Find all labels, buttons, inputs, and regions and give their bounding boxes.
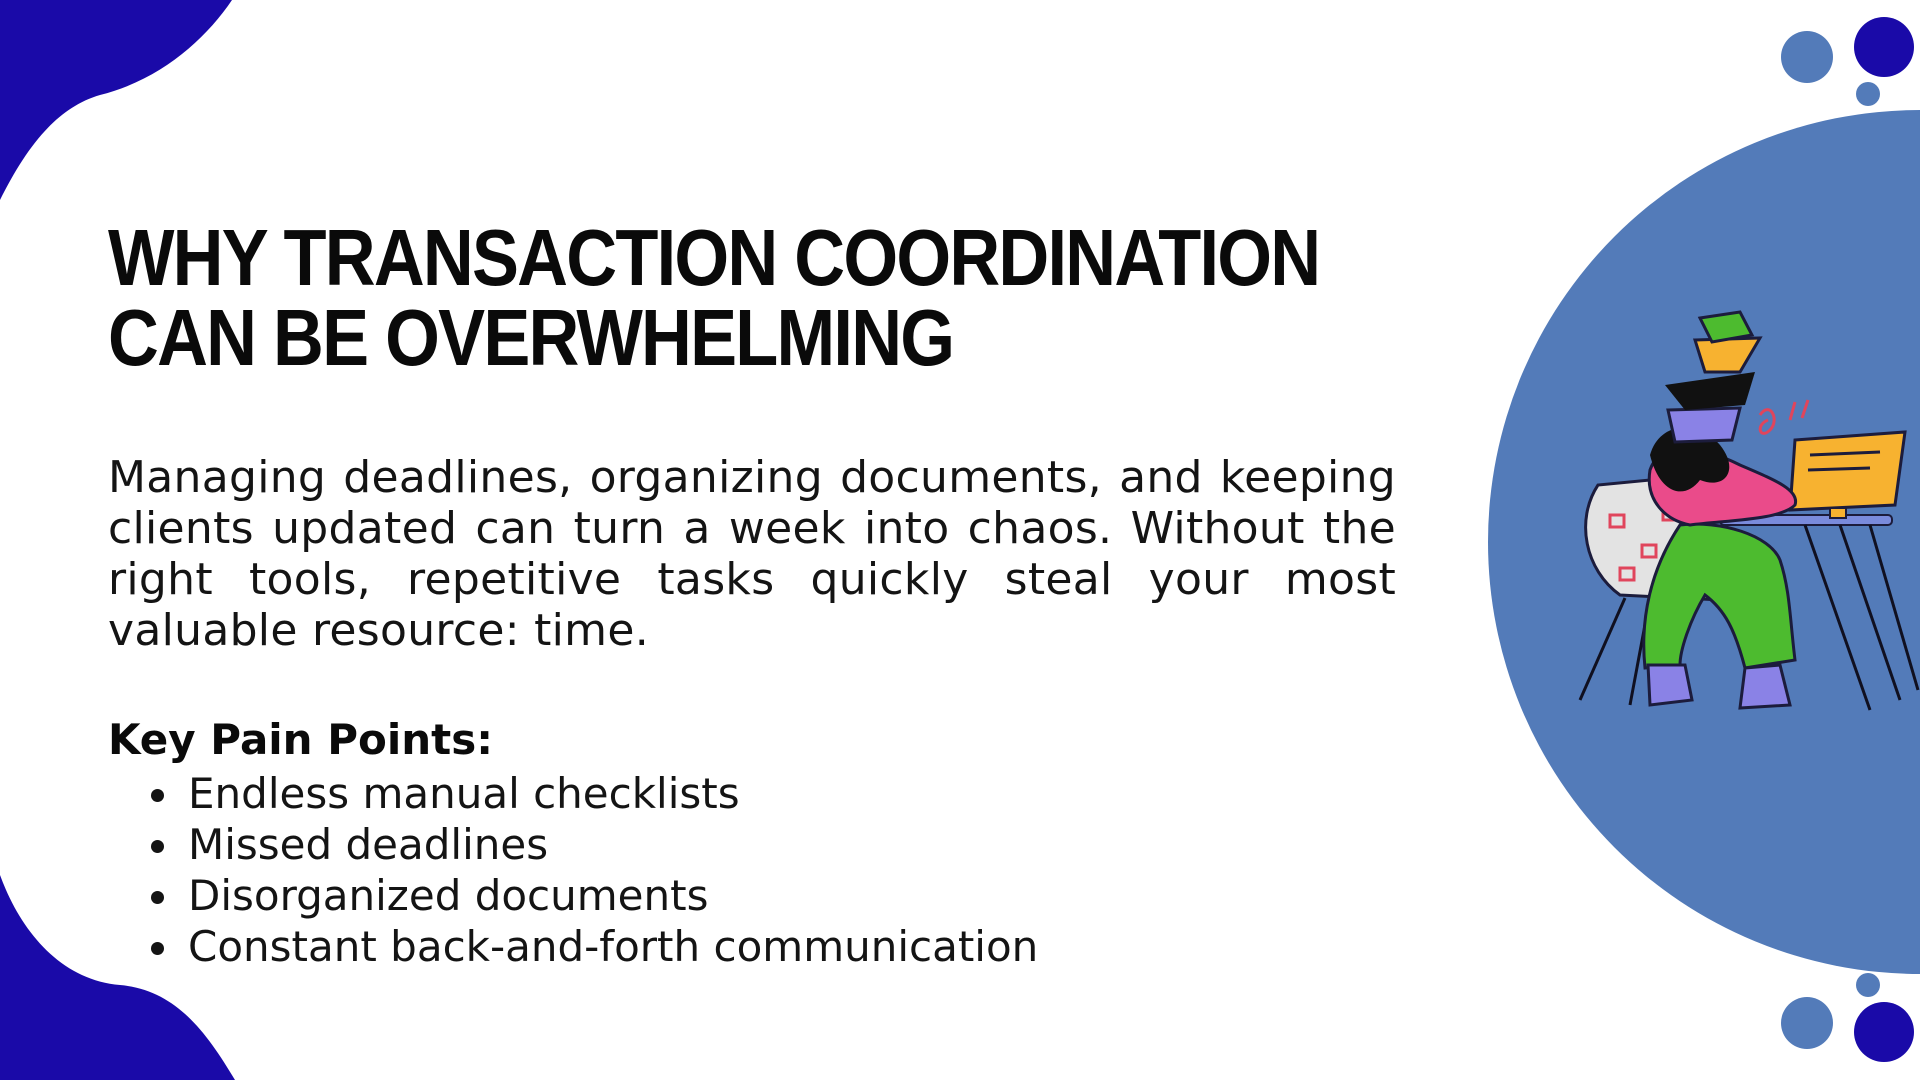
pain-points-list (108, 768, 1038, 972)
intro-paragraph: Managing deadlines, organizing documents, and keeping clients updated can turn a week into chaos. Without the right tools, repetitive tasks quickly steal your most valuable resource: time. (108, 452, 1396, 656)
pain-points-heading: Key Pain Points: (108, 715, 494, 764)
bullet-icon (151, 942, 164, 955)
dot-top-small (1856, 82, 1880, 106)
list-item (108, 768, 1038, 819)
dot-top-light (1781, 31, 1833, 83)
list-item-text: Endless manual checklists (188, 769, 740, 818)
top-left-blob (0, 0, 232, 200)
dot-top-dark (1854, 17, 1914, 77)
list-item (108, 819, 1038, 870)
dot-bottom-light (1781, 997, 1833, 1049)
bullet-icon (151, 891, 164, 904)
slide-title-line-2: CAN BE OVERWHELMING (108, 293, 954, 382)
list-item (108, 921, 1038, 972)
dot-bottom-dark (1854, 1002, 1914, 1062)
list-item-text: Disorganized documents (188, 871, 709, 920)
list-item-text: Missed deadlines (188, 820, 549, 869)
bullet-icon (151, 789, 164, 802)
slide-title (108, 213, 1320, 382)
dot-bottom-small (1856, 973, 1880, 997)
bullet-icon (151, 840, 164, 853)
list-item-text: Constant back-and-forth communication (188, 922, 1039, 971)
list-item (108, 870, 1038, 921)
slide-title-line-1: WHY TRANSACTION COORDINATION (108, 213, 1320, 302)
